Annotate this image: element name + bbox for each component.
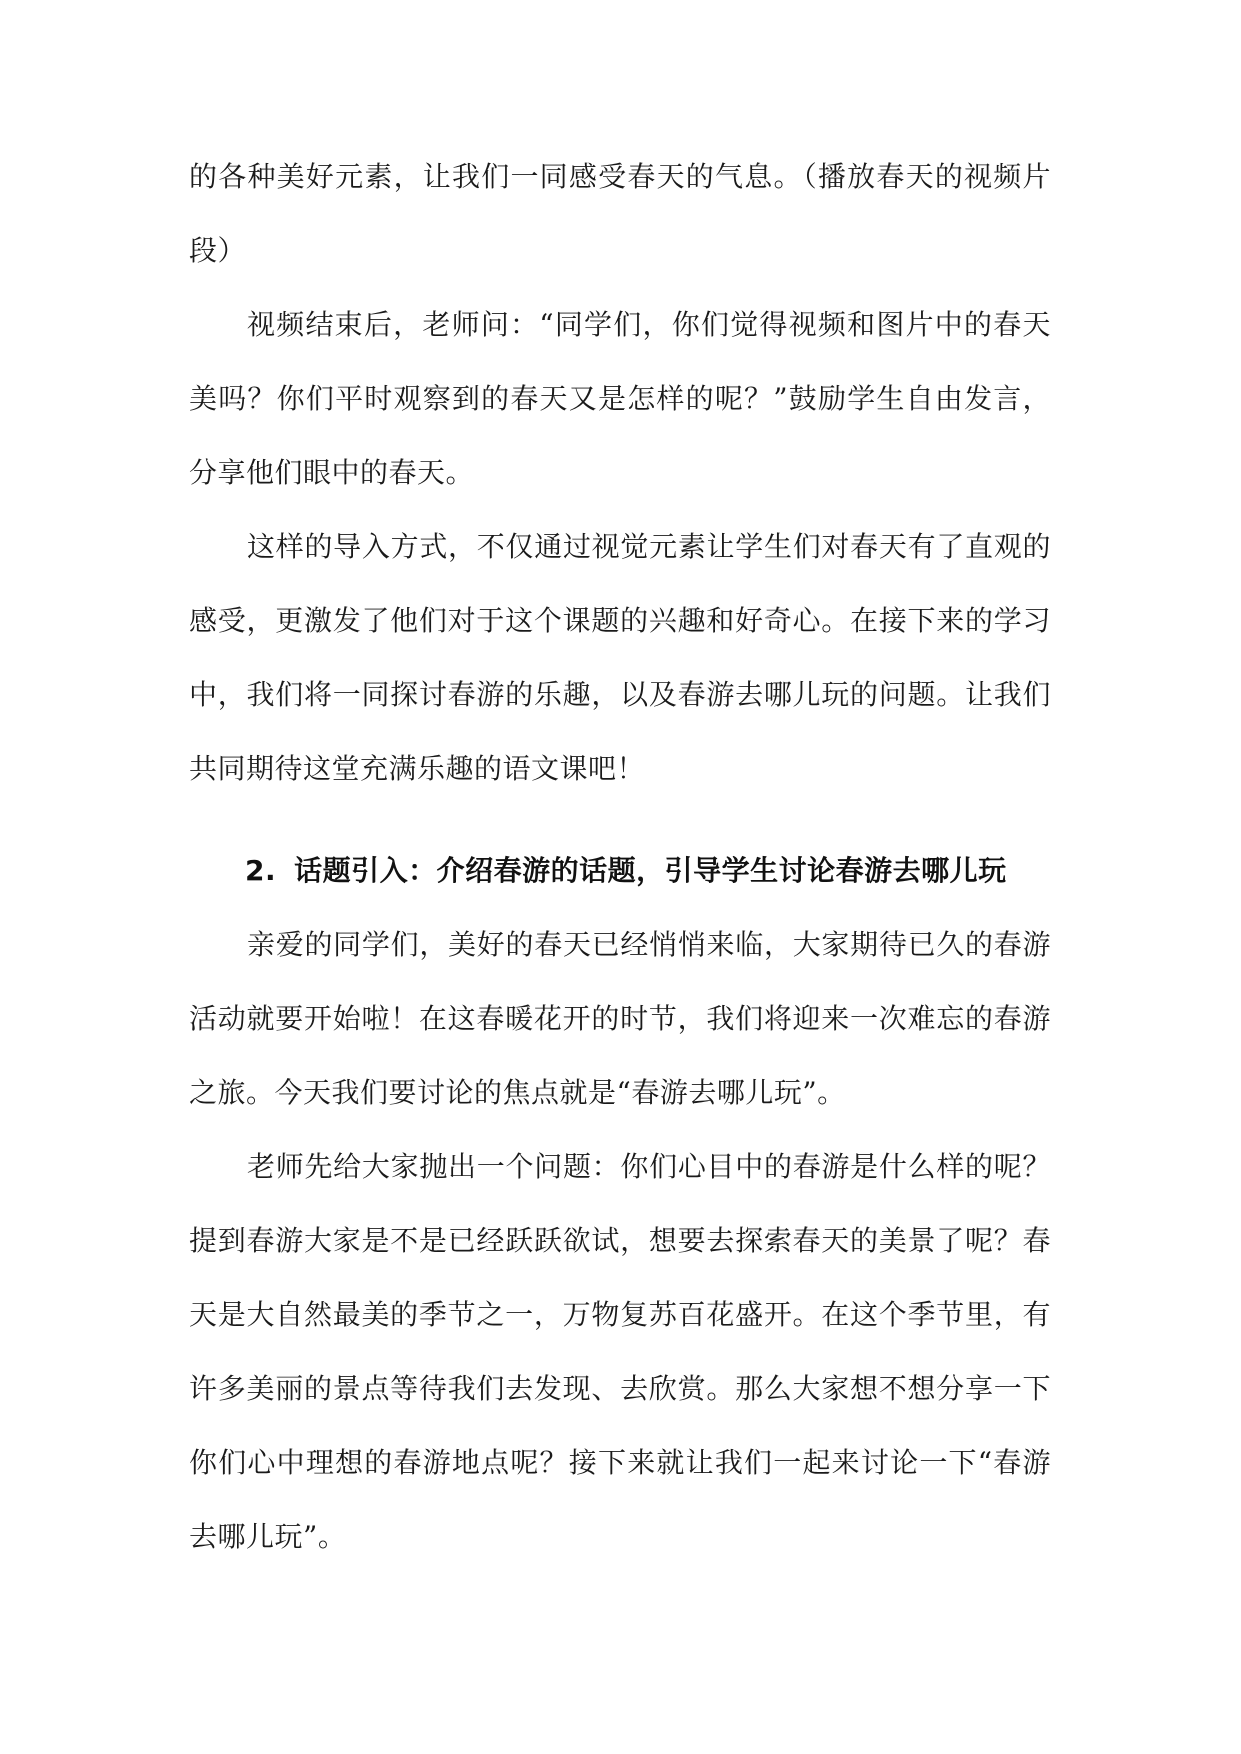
paragraph-continuation: 的各种美好元素，让我们一同感受春天的气息。（播放春天的视频片段） — [189, 160, 1051, 267]
section-title: 话题引入：介绍春游的话题，引导学生讨论春游去哪儿玩 — [294, 854, 1007, 887]
section-number: 2. — [245, 854, 277, 887]
paragraph-introduction-summary: 这样的导入方式，不仅通过视觉元素让学生们对春天有了直观的感受，更激发了他们对于这个课题的兴趣和好奇心。在接下来的学习中，我们将一同探讨春游的乐趣，以及春游去哪儿玩的问题。让我们共同期待这堂充满乐趣的语文课吧！ — [189, 530, 1051, 785]
paragraph-teacher-question: 视频结束后，老师问：“同学们，你们觉得视频和图片中的春天美吗？你们平时观察到的春天又是怎样的呢？”鼓励学生自由发言，分享他们眼中的春天。 — [189, 308, 1051, 489]
section-heading — [189, 834, 1051, 908]
paragraph-discussion-prompt: 老师先给大家抛出一个问题：你们心目中的春游是什么样的呢？提到春游大家是不是已经跃跃欲试，想要去探索春天的美景了呢？春天是大自然最美的季节之一，万物复苏百花盛开。在这个季节里，有许多美丽的景点等待我们去发现、去欣赏。那么大家想不想分享一下你们心中理想的春游地点呢？接下来就让我们一起来讨论一下“春游去哪儿玩”。 — [189, 1150, 1051, 1553]
document-body — [189, 140, 1051, 1574]
paragraph-spring-outing-intro: 亲爱的同学们，美好的春天已经悄悄来临，大家期待已久的春游活动就要开始啦！在这春暖花开的时节，我们将迎来一次难忘的春游之旅。今天我们要讨论的焦点就是“春游去哪儿玩”。 — [189, 928, 1051, 1109]
